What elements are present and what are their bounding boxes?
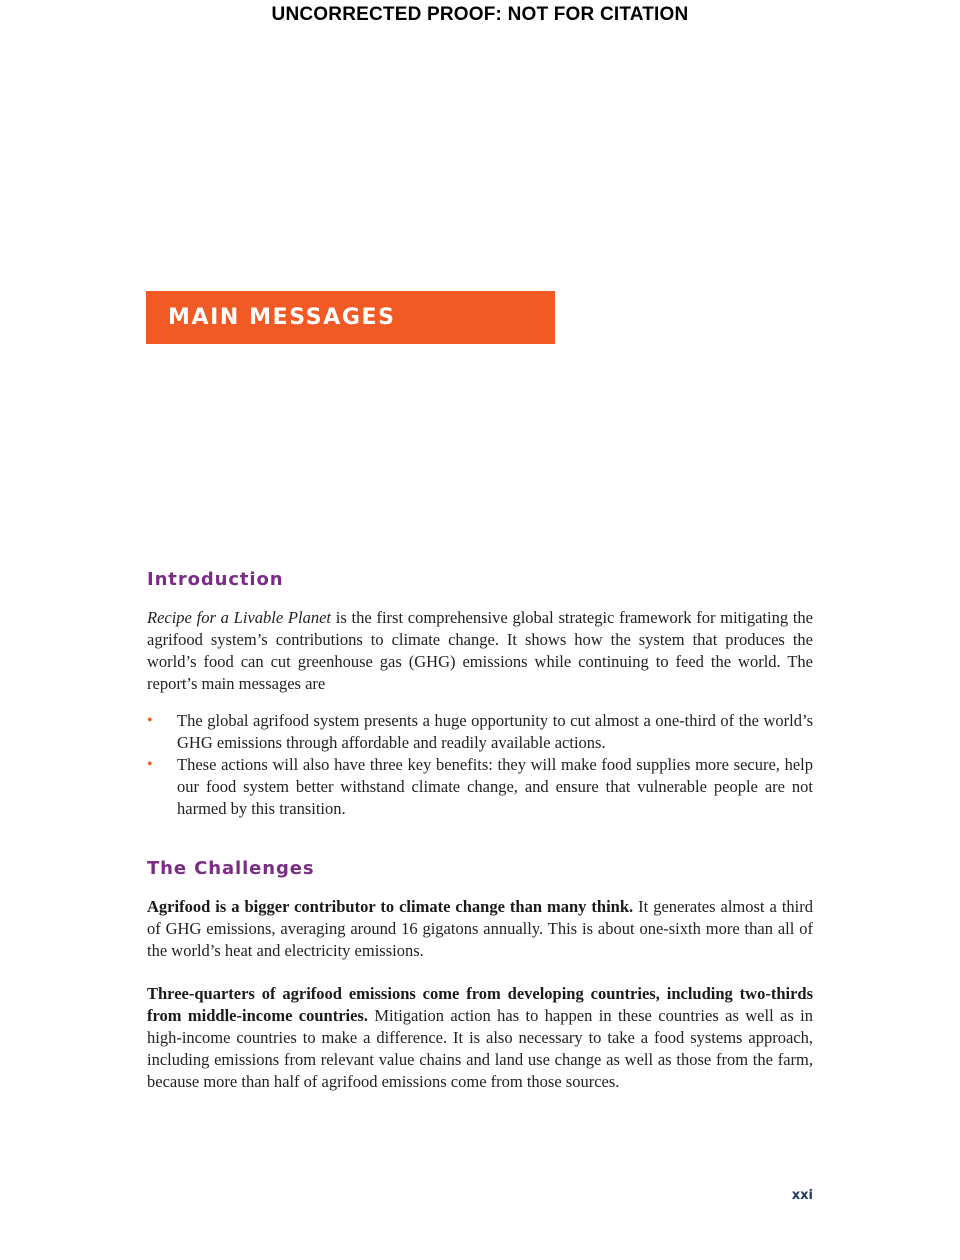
list-item xyxy=(147,754,813,820)
introduction-text: is the first comprehensive global strategic framework for mitigating the agrifood system’s contributions to climate change. It shows how the system that produces the world’s food can cut greenhouse gas (GHG) emissions while continuing to feed the world. The report’s main messages are xyxy=(147,608,814,693)
challenges-lead-2: Three-quarters of agrifood emissions come from developing countries, including two-thirds from middle-income countries. xyxy=(147,984,813,1025)
introduction-paragraph xyxy=(147,607,813,695)
main-messages-banner xyxy=(146,291,555,344)
page-number: xxi xyxy=(791,1188,813,1203)
bullet-dot-icon: • xyxy=(147,712,153,729)
bullet-text: The global agrifood system presents a huge opportunity to cut almost a one-third of the world’s GHG emissions through affordable and readily available actions. xyxy=(177,711,813,752)
challenges-paragraph-1 xyxy=(147,896,813,962)
challenges-heading: The Challenges xyxy=(147,858,315,879)
banner-title: MAIN MESSAGES xyxy=(168,305,396,330)
main-messages-list xyxy=(147,710,813,820)
bullet-text: These actions will also have three key benefits: they will make food supplies more secure, help our food system better withstand climate change, and ensure that vulnerable people are not harmed by this transition. xyxy=(177,755,813,818)
list-item xyxy=(147,710,813,754)
proof-notice: UNCORRECTED PROOF: NOT FOR CITATION xyxy=(271,4,689,25)
introduction-heading: Introduction xyxy=(147,569,284,590)
challenges-text-2: Mitigation action has to happen in these countries as well as in high-income countries to make a difference. It is also necessary to take a food systems approach, including emissions from relevant value chains and land use change as well as those from the farm, because more than half of agrifood emissions come from those sources. xyxy=(147,1006,814,1091)
challenges-lead-1: Agrifood is a bigger contributor to climate change than many think. xyxy=(147,897,634,916)
challenges-paragraph-2 xyxy=(147,983,813,1093)
report-title: Recipe for a Livable Planet xyxy=(147,608,332,627)
bullet-dot-icon: • xyxy=(147,756,153,773)
challenges-text-1: It generates almost a third of GHG emissions, averaging around 16 gigatons annually. This is about one-sixth more than all of the world’s heat and electricity emissions. xyxy=(147,897,813,960)
